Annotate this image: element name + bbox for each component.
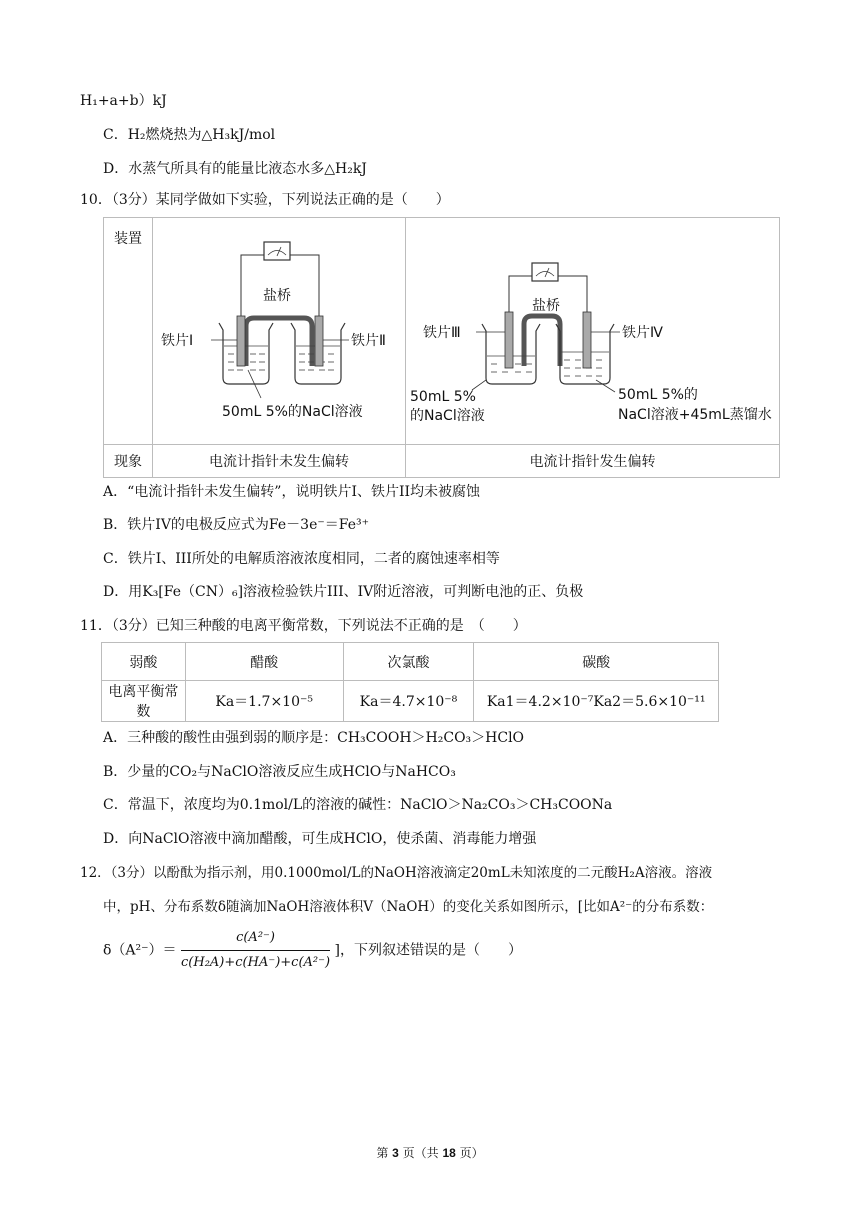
q12-formula-line	[103, 928, 522, 973]
q10-row-head-phenomenon: 现象	[104, 445, 153, 478]
q11-option-a	[103, 728, 524, 748]
option-text: 少量的CO₂与NaClO溶液反应生成HClO与NaHCO₃	[127, 764, 456, 780]
solution-right-line2: NaCl溶液+45mL蒸馏水	[618, 407, 772, 423]
footer-middle: 页（共	[398, 1146, 443, 1160]
electrode-label-right: 铁片Ⅳ	[622, 325, 663, 341]
fraction-denominator: c(H₂A)+c(HA⁻)+c(A²⁻)	[181, 955, 331, 970]
q11-option-b	[103, 762, 456, 782]
option-text: 铁片IV的电极反应式为Fe－3e⁻＝Fe³⁺	[127, 517, 369, 533]
option-label: B．	[103, 517, 128, 533]
galvanic-cell-diagram-left	[153, 218, 405, 440]
solution-left-line2: 的NaCl溶液	[410, 408, 485, 424]
page-footer	[0, 1144, 860, 1161]
q11-header: 次氯酸	[343, 643, 474, 681]
salt-bridge-label: 盐桥	[263, 288, 291, 304]
q10-option-d	[103, 582, 583, 602]
q10-option-a	[103, 482, 480, 502]
option-text: 常温下，浓度均为0.1mol/L的溶液的碱性：NaClO＞Na₂CO₃＞CH₃COONa	[127, 797, 613, 813]
q10-stem: 10．（3分）某同学做如下实验，下列说法正确的是（ ）	[80, 192, 450, 208]
formula-lhs: δ（A²⁻）＝	[103, 942, 177, 959]
q11-option-c	[103, 795, 612, 815]
distribution-fraction	[181, 928, 330, 973]
q9-option-c	[103, 125, 275, 145]
solution-left-line1: 50mL 5%	[410, 389, 476, 405]
option-label: C．	[103, 551, 128, 567]
option-label: A．	[103, 484, 128, 500]
q11-acid-table	[101, 642, 719, 722]
q11-value: Ka1＝4.2×10⁻⁷Ka2＝5.6×10⁻¹¹	[474, 681, 719, 722]
solution-label: 50mL 5%的NaCl溶液	[222, 404, 363, 420]
q10-apparatus-left	[153, 218, 406, 445]
option-text: “电流计指针未发生偏转”，说明铁片I、铁片II均未被腐蚀	[127, 484, 481, 500]
prev-line-continuation: H₁+a+b）kJ	[80, 93, 167, 109]
option-label: C．	[103, 797, 128, 813]
q11-stem: 11．（3分）已知三种酸的电离平衡常数，下列说法不正确的是 （ ）	[80, 618, 527, 634]
footer-prefix: 第	[376, 1146, 393, 1160]
galvanic-cell-diagram-right	[406, 218, 779, 440]
option-label: D．	[103, 831, 129, 847]
option-label: D．	[103, 584, 129, 600]
electrode-label-left: 铁片Ⅰ	[161, 333, 194, 349]
q11-value: Ka＝1.7×10⁻⁵	[185, 681, 343, 722]
electrode-label-left: 铁片Ⅲ	[423, 325, 461, 341]
option-text: H₂燃烧热为△H₃kJ/mol	[127, 127, 276, 143]
q10-apparatus-right	[406, 218, 780, 445]
option-text: 向NaClO溶液中滴加醋酸，可生成HClO，使杀菌、消毒能力增强	[128, 831, 537, 847]
formula-tail: ]，下列叙述错误的是（ ）	[334, 942, 522, 959]
salt-bridge-label: 盐桥	[532, 298, 560, 314]
q10-option-b	[103, 515, 369, 535]
option-label: A．	[103, 730, 128, 746]
option-text: 铁片I、III所处的电解质溶液浓度相同，二者的腐蚀速率相等	[127, 551, 500, 567]
total-pages: 18	[442, 1146, 456, 1160]
electrode-label-right: 铁片Ⅱ	[351, 333, 386, 349]
q11-header: 碳酸	[474, 643, 719, 681]
page-number: 3	[392, 1146, 399, 1160]
q10-result-right: 电流计指针发生偏转	[406, 445, 780, 478]
q10-row-head-apparatus: 装置	[104, 218, 153, 445]
solution-right-line1: 50mL 5%的	[618, 387, 698, 403]
q11-header: 醋酸	[185, 643, 343, 681]
q10-option-c	[103, 549, 500, 569]
q11-option-d	[103, 829, 536, 849]
q10-result-left: 电流计指针未发生偏转	[153, 445, 406, 478]
option-label: B．	[103, 764, 128, 780]
q11-row-head: 电离平衡常数	[102, 681, 186, 722]
option-text: 用K₃[Fe（CN）₆]溶液检验铁片III、IV附近溶液，可判断电池的正、负极	[128, 584, 584, 600]
option-text: 三种酸的酸性由强到弱的顺序是：CH₃COOH＞H₂CO₃＞HClO	[127, 730, 525, 746]
option-text: 水蒸气所具有的能量比液态水多△H₂kJ	[128, 161, 367, 177]
option-label: C．	[103, 127, 128, 143]
footer-suffix: 页）	[455, 1146, 484, 1160]
q11-header: 弱酸	[102, 643, 186, 681]
q12-stem-line1: 12．（3分）以酚酞为指示剂，用0.1000mol/L的NaOH溶液滴定20mL未知浓度的二元酸H₂A溶液。溶液	[80, 865, 713, 881]
q11-value: Ka＝4.7×10⁻⁸	[343, 681, 474, 722]
option-label: D．	[103, 161, 129, 177]
q9-option-d	[103, 159, 367, 179]
q12-stem-line2: 中，pH、分布系数δ随滴加NaOH溶液体积V（NaOH）的变化关系如图所示，[比如A²⁻的分布系数：	[103, 899, 714, 915]
fraction-numerator: c(A²⁻)	[181, 928, 330, 951]
q10-experiment-table	[103, 217, 780, 478]
